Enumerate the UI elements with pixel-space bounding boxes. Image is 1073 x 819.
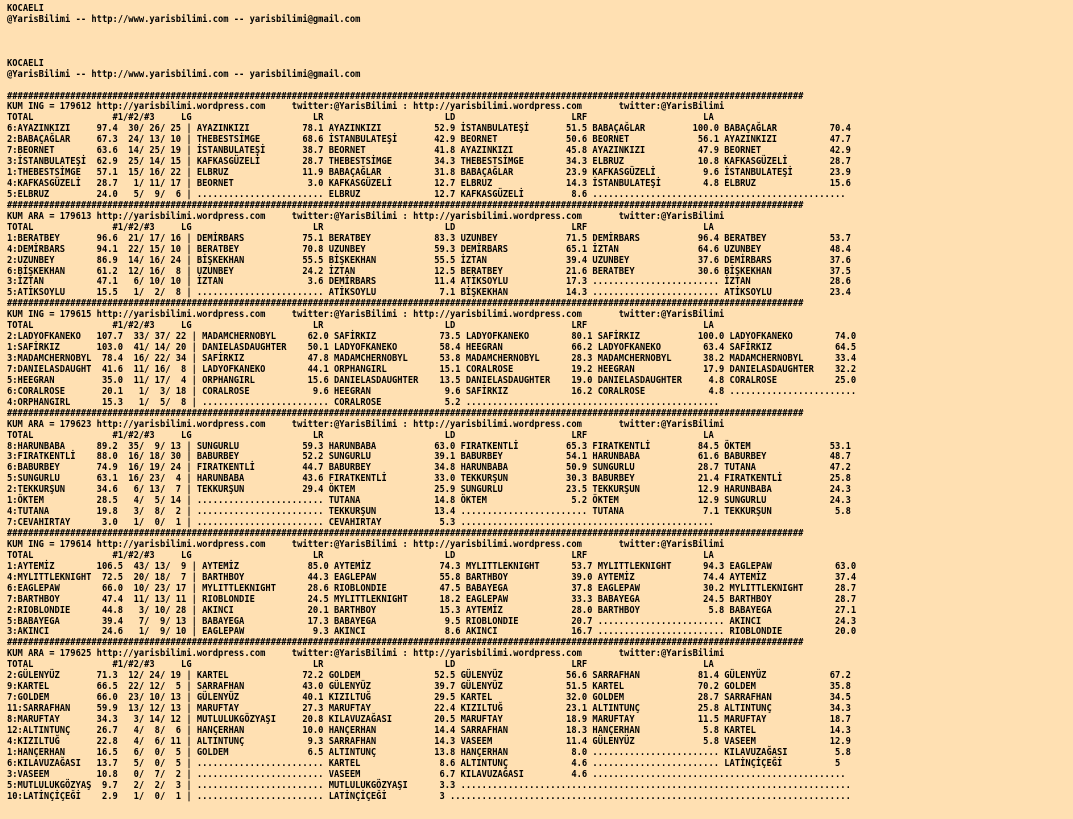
race-line: 3:MADAMCHERNOBYL 78.4 16/ 22/ 34 | SAFİRKIZ 47.8 MADAMCHERNOBYL 53.8 MADAMCHERNOBYL 28.3 MADAMCHERNOBYL 38.2 MADAMCHERNOBYL 33.4 bbox=[7, 353, 857, 364]
race-line: 6:BABURBEY 74.9 16/ 19/ 24 | FIRATKENTLİ 44.7 BABURBEY 34.8 HARUNBABA 50.9 SUNGURLU 28.7 TUTANA 47.2 bbox=[7, 462, 851, 474]
separator-line: ####################################################################################################################################################### bbox=[7, 199, 804, 211]
race-title: KUM ARA = 179625 http://yarisbilimi.wordpress.com twitter:@YarisBilimi : http://yarisbilimi.wordpress.com twitter:@YarisBilimi bbox=[7, 648, 725, 660]
separator-line: ####################################################################################################################################################### bbox=[7, 637, 804, 649]
race-line: 4:MYLITTLEKNIGHT 72.5 20/ 18/ 7 | BARTHBOY 44.3 EAGLEPAW 55.8 BARTHBOY 39.0 AYTEMİZ 74.4 AYTEMİZ 37.4 bbox=[7, 571, 857, 583]
race-line: TOTAL #1/#2/#3 LG LR LD LRF LA bbox=[7, 320, 714, 332]
race-line: 8:MARUFTAY 34.3 3/ 14/ 12 | MUTLULUKGÖZYAŞI 20.8 KILAVUZAĞASI 20.5 MARUFTAY 18.9 MARUFTAY 11.5 MARUFTAY 18.7 bbox=[7, 713, 851, 725]
race-line: 3:İSTANBULATEŞİ 62.9 25/ 14/ 15 | KAFKASGÜZELİ 28.7 THEBESTSİMGE 34.3 THEBESTSİMGE 34.3 ELBRUZ 10.8 KAFKASGÜZELİ 28.7 bbox=[7, 156, 851, 168]
race-line: 1:THEBESTSİMGE 57.1 15/ 16/ 22 | ELBRUZ 11.9 BABAÇAĞLAR 31.8 BABAÇAĞLAR 23.9 KAFKASGÜZELİ 9.6 İSTANBULATEŞİ 23.9 bbox=[7, 167, 851, 179]
race-line: 2:RIOBLONDIE 44.8 3/ 10/ 28 | AKINCI 20.1 BARTHBOY 15.3 AYTEMİZ 28.0 BARTHBOY 5.8 BABAYEGA 27.1 bbox=[7, 604, 857, 616]
race-line: 1:SAFİRKIZ 103.0 41/ 14/ 20 | DANIELASDAUGHTER 50.1 LADYOFKANEKO 58.4 HEEGRAN 66.2 LADYOFKANEKO 63.4 SAFİRKIZ 64.5 bbox=[7, 342, 857, 354]
race-title: KUM ING = 179614 http://yarisbilimi.wordpress.com twitter:@YarisBilimi : http://yarisbilimi.wordpress.com twitter:@YarisBilimi bbox=[7, 538, 725, 550]
race-line: 5:BABAYEGA 39.4 7/ 9/ 13 | BABAYEGA 17.3 BABAYEGA 9.5 RIOBLONDIE 20.7 ........................ AKINCI 24.3 bbox=[7, 615, 857, 627]
race-line: TOTAL #1/#2/#3 LG LR LD LRF LA bbox=[7, 659, 714, 671]
race-line: 4:TUTANA 19.8 3/ 8/ 2 | ........................ TEKKURŞUN 13.4 ........................ TUTANA 7.1 TEKKURŞUN 5.8 bbox=[7, 506, 851, 518]
race-line: 4:ORPHANGIRL 15.3 1/ 5/ 8 | ........................ CORALROSE 5.2 ................................................ bbox=[7, 396, 720, 408]
race-title: KUM ARA = 179623 http://yarisbilimi.wordpress.com twitter:@YarisBilimi : http://yarisbilimi.wordpress.com twitter:@YarisBilimi bbox=[7, 418, 725, 430]
race-line: TOTAL #1/#2/#3 LG LR LD LRF LA bbox=[7, 549, 714, 561]
race-line: TOTAL #1/#2/#3 LG LR LD LRF LA bbox=[7, 112, 714, 124]
race-line: 1:BERATBEY 96.6 21/ 17/ 16 | DEMİRBARS 75.1 BERATBEY 83.3 UZUNBEY 71.5 DEMİRBARS 96.4 BERATBEY 53.7 bbox=[7, 232, 851, 244]
header-line bbox=[7, 48, 940, 59]
race-line: 4:DEMİRBARS 94.1 22/ 15/ 10 | BERATBEY 70.8 UZUNBEY 59.3 DEMİRBARS 65.1 İZTAN 64.6 UZUNBEY 48.4 bbox=[7, 243, 851, 255]
race-line: 2:UZUNBEY 86.9 14/ 16/ 24 | BİŞKEKHAN 55.5 BİŞKEKHAN 55.5 İZTAN 39.4 UZUNBEY 37.6 DEMİRBARS 37.6 bbox=[7, 254, 851, 266]
race-line: 3:İZTAN 47.1 6/ 10/ 10 | İZTAN 3.6 DEMİRBARS 11.4 ATİKSOYLU 17.3 ........................ İZTAN 28.6 bbox=[7, 276, 851, 288]
race-line: 7:BARTHBOY 47.4 11/ 13/ 11 | RIOBLONDIE 24.5 MYLITTLEKNIGHT 18.2 EAGLEPAW 33.3 BABAYEGA 24.5 BARTHBOY 28.7 bbox=[7, 593, 857, 605]
race-line: 4:KAFKASGÜZELİ 28.7 1/ 11/ 17 | BEORNET 3.0 KAFKASGÜZELİ 12.7 ELBRUZ 14.3 İSTANBULATEŞİ 4.8 ELBRUZ 15.6 bbox=[7, 178, 851, 189]
race-line: 7:CEVAHIRTAY 3.0 1/ 0/ 1 | ........................ CEVAHIRTAY 5.3 ................................................ bbox=[7, 517, 714, 529]
separator-line: ####################################################################################################################################################### bbox=[7, 90, 804, 102]
race-line: 11:SARRAFHAN 59.9 13/ 12/ 13 | MARUFTAY 27.3 MARUFTAY 22.4 KIZILTUĞ 23.1 ALTINTUNÇ 25.8 ALTINTUNÇ 34.3 bbox=[7, 703, 851, 714]
header-line bbox=[7, 37, 940, 48]
race-line: 2:TEKKURŞUN 34.6 6/ 13/ 7 | TEKKURŞUN 29.4 ÖKTEM 25.9 SUNGURLU 23.5 TEKKURŞUN 12.9 HARUNBABA 24.3 bbox=[7, 484, 851, 496]
race-line: 7:GOLDEM 66.0 23/ 10/ 13 | GÜLENYÜZ 40.1 KIZILTUĞ 29.5 KARTEL 32.0 GOLDEM 28.7 SARRAFHAN 34.5 bbox=[7, 692, 851, 704]
race-line: 6:CORALROSE 20.1 1/ 3/ 18 | CORALROSE 9.6 HEEGRAN 9.6 SAFİRKIZ 16.2 CORALROSE 4.8 ........................ bbox=[7, 385, 857, 397]
race-line: 1:HANÇERHAN 16.5 6/ 0/ 5 | GOLDEM 6.5 ALTINTUNÇ 13.8 HANÇERHAN 8.0 ........................ KILAVUZAĞASI 5.8 bbox=[7, 746, 851, 758]
race-title: KUM ING = 179612 http://yarisbilimi.wordpress.com twitter:@YarisBilimi : http://yarisbilimi.wordpress.com twitter:@YarisBilimi bbox=[7, 101, 725, 113]
race-line: 6:KILAVUZAĞASI 13.7 5/ 0/ 5 | ........................ KARTEL 8.6 ALTINTUNÇ 4.6 ........................ LATİNÇİÇEĞİ 5 bbox=[7, 757, 841, 769]
header-line: @YarisBilimi -- http://www.yarisbilimi.com -- yarisbilimi@gmail.com bbox=[7, 68, 361, 80]
race-line: 8:HARUNBABA 89.2 35/ 9/ 13 | SUNGURLU 59.3 HARUNBABA 63.0 FIRATKENTLİ 65.3 FIRATKENTLİ 84.5 ÖKTEM 53.1 bbox=[7, 440, 851, 452]
race-line: TOTAL #1/#2/#3 LG LR LD LRF LA bbox=[7, 429, 714, 441]
header-line bbox=[7, 26, 940, 37]
race-line: 3:VASEEM 10.8 0/ 7/ 2 | ........................ VASEEM 6.7 KILAVUZAĞASI 4.6 ................................................ bbox=[7, 768, 846, 780]
race-line: 5:MUTLULUKGÖZYAŞ 9.7 2/ 2/ 3 | ........................ MUTLULUKGÖZYAŞI 3.3 .......................................................................... bbox=[7, 779, 851, 791]
race-line: 2:GÜLENYÜZ 71.3 12/ 24/ 19 | KARTEL 72.2 GOLDEM 52.5 GÜLENYÜZ 56.6 SARRAFHAN 81.4 GÜLENYÜZ 67.2 bbox=[7, 670, 851, 682]
race-line: 12:ALTINTUNÇ 26.7 4/ 8/ 6 | HANÇERHAN 10.0 HANÇERHAN 14.4 SARRAFHAN 18.3 HANÇERHAN 5.8 KARTEL 14.3 bbox=[7, 724, 851, 736]
race-line: 5:ATİKSOYLU 15.5 1/ 2/ 8 | ........................ ATİKSOYLU 7.1 BİŞKEKHAN 14.3 ........................ ATİKSOYLU 23.4 bbox=[7, 287, 851, 299]
race-line: 2:BABAÇAĞLAR 67.3 24/ 13/ 10 | THEBESTSİMGE 68.6 İSTANBULATEŞİ 42.9 BEORNET 50.6 BEORNET 56.1 AYAZINKIZI 47.7 bbox=[7, 134, 851, 146]
race-title: KUM ARA = 179613 http://yarisbilimi.wordpress.com twitter:@YarisBilimi : http://yarisbilimi.wordpress.com twitter:@YarisBilimi bbox=[7, 210, 725, 222]
race-line: 5:SUNGURLU 63.1 16/ 23/ 4 | HARUNBABA 43.6 FIRATKENTLİ 33.0 TEKKURŞUN 30.3 BABURBEY 21.4 FIRATKENTLİ 25.8 bbox=[7, 473, 851, 485]
header-line bbox=[7, 81, 940, 92]
race-line: 5:HEEGRAN 35.0 11/ 17/ 4 | ORPHANGIRL 15.6 DANIELASDAUGHTER 13.5 DANIELASDAUGHTER 19.0 DANIELASDAUGHTER 4.8 CORALROSE 25.0 bbox=[7, 374, 857, 386]
race-line: 3:FIRATKENTLİ 88.0 16/ 18/ 30 | BABURBEY 52.2 SUNGURLU 39.1 BABURBEY 54.1 HARUNBABA 61.6 BABURBEY 48.7 bbox=[7, 451, 851, 463]
race-line: 7:DANIELASDAUGHT 41.6 11/ 16/ 8 | LADYOFKANEKO 44.1 ORPHANGIRL 15.1 CORALROSE 19.2 HEEGRAN 17.9 DANIELASDAUGHTER 32.2 bbox=[7, 363, 857, 375]
race-title: KUM ING = 179615 http://yarisbilimi.wordpress.com twitter:@YarisBilimi : http://yarisbilimi.wordpress.com twitter:@YarisBilimi bbox=[7, 309, 725, 321]
race-line: 6:BİŞKEKHAN 61.2 12/ 16/ 8 | UZUNBEY 24.2 İZTAN 12.5 BERATBEY 21.6 BERATBEY 30.6 BİŞKEKHAN 37.5 bbox=[7, 265, 851, 277]
header-line: KOCAELI bbox=[7, 57, 44, 69]
race-line: TOTAL #1/#2/#3 LG LR LD LRF LA bbox=[7, 221, 714, 233]
race-line: 1:ÖKTEM 28.5 4/ 5/ 14 | ........................ TUTANA 14.8 ÖKTEM 5.2 ÖKTEM 12.9 SUNGURLU 24.3 bbox=[7, 495, 851, 507]
header-line: KOCAELI bbox=[7, 3, 44, 14]
race-line: 10:LATİNÇİÇEĞİ 2.9 1/ 0/ 1 | ........................ LATİNÇİÇEĞİ 3 ............................................................................ bbox=[7, 790, 851, 802]
race-line: 3:AKINCI 24.6 1/ 9/ 10 | EAGLEPAW 9.3 AKINCI 8.6 AKINCI 16.7 ........................ RIOBLONDIE 20.0 bbox=[7, 626, 857, 638]
race-line: 2:LADYOFKANEKO 107.7 33/ 37/ 22 | MADAMCHERNOBYL 62.0 SAFİRKIZ 73.5 LADYOFKANEKO 80.1 SAFİRKIZ 100.0 LADYOFKANEKO 74.0 bbox=[7, 331, 857, 343]
race-line: 6:AYAZINKIZI 97.4 30/ 26/ 25 | AYAZINKIZI 78.1 AYAZINKIZI 52.9 İSTANBULATEŞİ 51.5 BABAÇAĞLAR 100.0 BABAÇAĞLAR 70.4 bbox=[7, 123, 851, 135]
separator-line: ####################################################################################################################################################### bbox=[7, 407, 804, 419]
race-line: 5:ELBRUZ 24.0 5/ 9/ 6 | ........................ ELBRUZ 12.7 KAFKASGÜZELİ 8.6 ................................................ bbox=[7, 188, 846, 200]
race-line: 1:AYTEMİZ 106.5 43/ 13/ 9 | AYTEMİZ 85.0 AYTEMİZ 74.3 MYLITTLEKNIGHT 53.7 MYLITTLEKNIGHT 94.3 EAGLEPAW 63.0 bbox=[7, 560, 857, 572]
race-line: 6:EAGLEPAW 66.0 10/ 23/ 17 | MYLITTLEKNIGHT 28.6 RIOBLONDIE 47.5 BABAYEGA 37.8 EAGLEPAW 30.2 MYLITTLEKNIGHT 28.7 bbox=[7, 582, 857, 594]
race-line: 7:BEORNET 63.6 14/ 25/ 19 | İSTANBULATEŞİ 38.7 BEORNET 41.8 AYAZINKIZI 45.8 AYAZINKIZI 47.9 BEORNET 42.9 bbox=[7, 145, 851, 157]
header-line: @YarisBilimi -- http://www.yarisbilimi.com -- yarisbilimi@gmail.com bbox=[7, 13, 361, 25]
race-line: 9:KARTEL 66.5 22/ 12/ 5 | SARRAFHAN 43.0 GÜLENYÜZ 39.7 GÜLENYÜZ 51.5 KARTEL 70.2 GOLDEM 35.8 bbox=[7, 681, 851, 693]
race-line: 4:KIZILTUĞ 22.8 4/ 6/ 11 | ALTINTUNÇ 9.3 SARRAFHAN 14.3 VASEEM 11.4 GÜLENYÜZ 5.8 VASEEM 12.9 bbox=[7, 735, 851, 747]
separator-line: ####################################################################################################################################################### bbox=[7, 298, 804, 310]
separator-line: ####################################################################################################################################################### bbox=[7, 528, 804, 539]
